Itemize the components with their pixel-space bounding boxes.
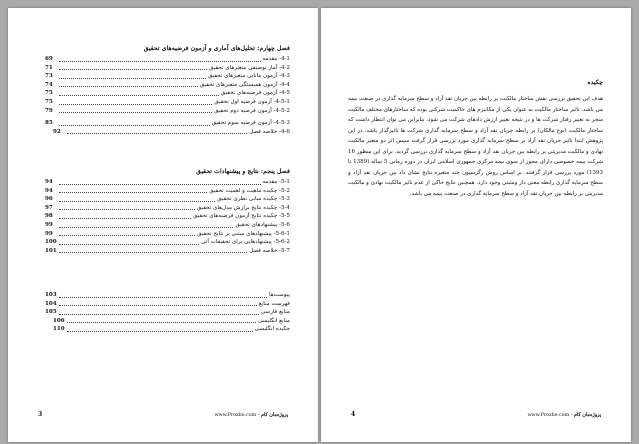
toc-leader <box>59 86 198 87</box>
toc-title: چکیده انگلیسی <box>254 326 290 333</box>
toc-row <box>45 178 290 187</box>
toc-leader <box>59 184 261 185</box>
toc-page: 97 <box>45 204 53 211</box>
toc-title: 5-3- چکیده مبانی نظری تحقیق <box>217 196 290 203</box>
toc-chapter4 <box>45 45 290 136</box>
abstract-body: هدف این تحقیق بررسی نقش ساختار مالکیت بر رابطه بین جریان نقد آزاد و سطح سرمایه گذاری در صنعت بیمه می باشد. تاثیر ساختار مالکیت به عنوان یکی از مکانیزم های حاکمیت شرکتی بوده که ساختارهای مختلف مالکیت منجر به تغییر رفتار شرکت ها و در نتیجه تغییر ارزش دادهای شرکت می شود. بنابراین می توان انتظار داشت که ساختار مالکیت (نوع مالکان) بر رابطه جریان نقد آزاد و سطح سرمایه گذاری شرکت ها تاثیرگذار باشد. در این پژوهش ابتدا تاثیر جریان نقد آزاد بر سطح سرمایه گذاری مورد بررسی قرار گرفت سپس اثر دو متغیر مالکیت نهادی و مالکیت مدیریتی بر رابطه بین جریان نقد آزاد و سطح سرمایه گذاری بررسی گردید. برای این منظور 16 شرکت بیمه خصوصی دارای مجوز از سوی بیمه مرکزی جمهوری اسلامی ایران در دوره زمانی 5 ساله (1389 تا 1393) مورد بررسی قرار گرفتند. بر اساس روش رگرسیون چند متغیره نتایج نشان داد بین جریان نقد آزاد و سطح سرمایه گذاری رابطه معنی دار ومثبتی وجود دارد. همچنین نتایج حاکی از عدم تاثیر مالکیت نهادی و مالکیت مدیریتی بر رابطه بین جریان نقد آزاد و سطح سرمایه گذاری در صنعت بیمه می باشد. <box>348 96 603 197</box>
toc-leader <box>59 69 207 70</box>
left-page <box>8 8 318 442</box>
toc-title: 4-4- آزمون همبستگی متغیرهای تحقیق <box>199 81 290 88</box>
footer-brand: پروژه‌مان کام <box>260 411 288 418</box>
toc-page: 104 <box>45 300 57 307</box>
toc-row <box>45 64 290 73</box>
toc-leader <box>59 209 195 210</box>
toc-title: 4-1- مقدمه <box>262 56 290 62</box>
toc-page: 71 <box>45 64 53 71</box>
toc-page: 94 <box>45 187 53 194</box>
toc-leader <box>59 61 261 62</box>
toc-title: 5-5- چکیده نتایج آزمون فرضیه‌های تحقیق <box>193 213 290 220</box>
toc-leader <box>59 297 267 298</box>
toc-row <box>45 98 290 107</box>
toc-row <box>45 325 290 334</box>
toc-title: 5-2- چکیده ماهیت و اهمیت تحقیق <box>209 187 290 194</box>
right-page <box>321 8 631 442</box>
toc-page: 98 <box>45 213 53 220</box>
toc-title: منابع فارسی <box>260 309 290 316</box>
toc-leader <box>59 104 212 105</box>
footer-brand: پروژه‌مان کام <box>573 411 601 418</box>
toc-row <box>45 55 290 64</box>
toc-row <box>45 300 290 309</box>
toc-leader <box>59 112 212 113</box>
footer-credit: www.Prozhe.com - پروژه‌مان کام <box>214 411 288 418</box>
toc-page: 101 <box>45 247 57 254</box>
chapter4-heading: فصل چهارم: تحلیل‌های آماری و آزمون فرضیه‌های تحقیق <box>143 45 290 52</box>
toc-leader <box>59 244 199 245</box>
toc-title: 4-5-3- آزمون فرضیه سوم تحقیق <box>211 120 290 127</box>
toc-leader <box>59 201 215 202</box>
toc-title: فهرست منابع <box>258 300 290 307</box>
footer-url: www.Prozhe.com <box>214 412 257 418</box>
toc-page: 99 <box>45 230 53 237</box>
chapter5-heading: فصل پنجم: نتایج و پیشنهادات تحقیق <box>196 168 290 175</box>
page-number: 3 <box>38 411 43 418</box>
toc-leader <box>59 78 206 79</box>
toc-row <box>45 238 290 247</box>
toc-row <box>45 89 290 98</box>
toc-leader <box>59 252 247 253</box>
toc-leader <box>67 133 247 134</box>
toc-page: 85 <box>45 120 53 127</box>
toc-back-matter <box>45 291 290 334</box>
toc-row <box>45 317 290 326</box>
toc-title: منابع انگلیسی <box>257 317 290 324</box>
toc-row <box>45 291 290 300</box>
toc-title: 4-6- خلاصه فصل <box>249 128 290 135</box>
toc-page: 75 <box>45 98 53 105</box>
toc-page: 94 <box>45 179 53 185</box>
toc-row <box>45 195 290 204</box>
toc-title: 5-6-2- پیشنهادهایی برای تحقیقات آتی <box>201 239 290 246</box>
toc-chapter5 <box>45 168 290 255</box>
toc-page: 73 <box>45 73 53 80</box>
toc-page: 92 <box>53 128 61 135</box>
toc-page: 79 <box>45 107 53 114</box>
toc-leader <box>59 314 259 315</box>
toc-leader <box>59 235 195 236</box>
toc-page: 96 <box>45 196 53 203</box>
toc-title: 4-5-1- آزمون فرضیه اول تحقیق <box>214 98 290 105</box>
left-footer <box>38 411 288 418</box>
toc-title: 4-5- آزمون فرضیه‌های تحقیق <box>220 90 290 97</box>
toc-title: 4-5-2- آزمون فرضیه دوم تحقیق <box>214 107 290 114</box>
toc-leader <box>59 95 219 96</box>
toc-row <box>45 81 290 90</box>
right-footer <box>351 411 601 418</box>
toc-page: 69 <box>45 56 53 62</box>
toc-title: 5-6- پیشنهادهای تحقیق <box>235 221 290 228</box>
toc-title: 5-6-1- پیشنهادهای مبتنی بر نتایج تحقیق <box>197 230 290 237</box>
toc-page: 74 <box>45 81 53 88</box>
toc-title: 4-2- آمار توصیفی متغیرهای تحقیق <box>209 64 290 71</box>
toc-row <box>45 204 290 213</box>
abstract-title: چکیده <box>587 79 603 86</box>
toc-page: 110 <box>53 326 65 333</box>
toc-row <box>45 128 290 137</box>
toc-row <box>45 308 290 317</box>
footer-url: www.Prozhe.com <box>527 412 570 418</box>
toc-page: 100 <box>45 239 57 246</box>
toc-row <box>45 187 290 196</box>
toc-title: پیوست‌ها <box>269 292 290 298</box>
toc-row <box>45 107 290 116</box>
toc-leader <box>59 192 207 193</box>
toc-row <box>45 221 290 230</box>
toc-title: 5-4- چکیده نتایج برازش مدل‌های تحقیق <box>196 204 290 211</box>
toc-title: 4-3- آزمون مانایی متغیرهای تحقیق <box>208 73 290 80</box>
toc-leader <box>59 125 210 126</box>
toc-page: 99 <box>45 221 53 228</box>
footer-credit: www.Prozhe.com - پروژه‌مان کام <box>527 411 601 418</box>
toc-row <box>45 247 290 256</box>
toc-title: 5-7- خلاصه فصل <box>249 247 290 254</box>
toc-page: 105 <box>45 309 57 316</box>
toc-page: 103 <box>45 292 57 298</box>
toc-leader <box>59 218 191 219</box>
toc-leader <box>67 331 253 332</box>
toc-leader <box>67 322 256 323</box>
toc-page: 106 <box>53 317 65 324</box>
toc-leader <box>59 305 257 306</box>
page-number: 4 <box>351 411 356 418</box>
toc-row <box>45 72 290 81</box>
toc-row <box>45 230 290 239</box>
toc-page: 75 <box>45 90 53 97</box>
toc-row <box>45 119 290 128</box>
toc-title: 5-1- مقدمه <box>262 179 290 185</box>
toc-row <box>45 212 290 221</box>
toc-leader <box>59 227 233 228</box>
